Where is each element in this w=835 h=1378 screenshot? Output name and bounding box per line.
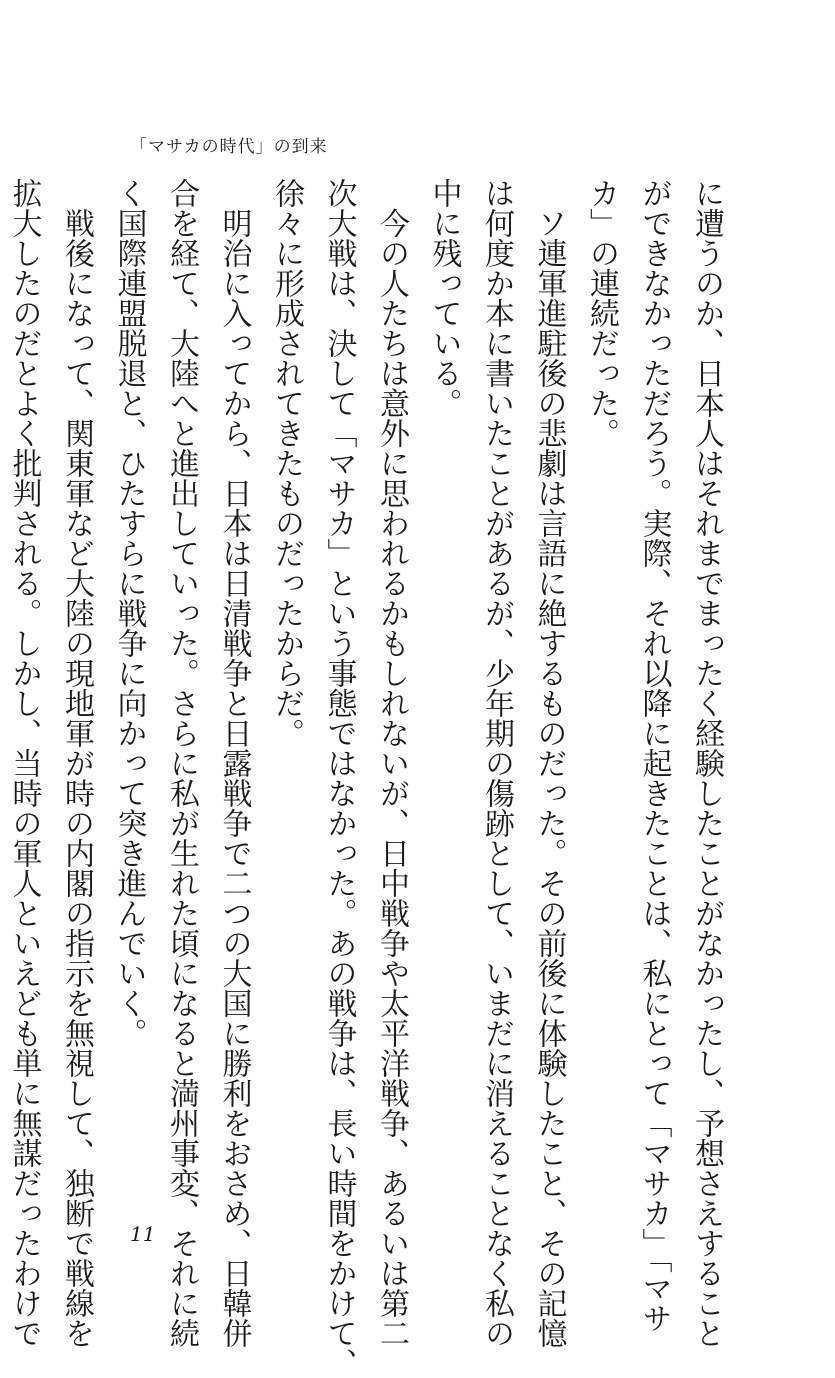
text-column-8: 次大戦は、決して「マサカ」という事態ではなかった。あの戦争は、長い時間をかけて、 <box>321 178 357 1378</box>
page-number: 11 <box>130 1222 156 1246</box>
text-column-1: に遭うのか、日本人はそれまでまったく経験したことがなかったし、予想さえすること <box>689 178 724 1348</box>
text-column-12: く国際連盟脱退と、ひたすらに戦争に向かって突き進んでいく。 <box>111 178 147 1048</box>
text-column-2: ができなかっただろう。実際、それ以降に起きたことは、私にとって「マサカ」「マサ <box>636 178 672 1333</box>
text-column-6: 中に残っている。 <box>426 178 462 418</box>
running-head: 「マサカの時代」の到来 <box>130 137 328 157</box>
text-column-11: 合を経て、大陸へと進出していった。さらに私が生れた頃になると満州事変、それに続 <box>164 178 199 1348</box>
text-column-13: 戦後になって、関東軍など大陸の現地軍が時の内閣の指示を無視して、独断で戦線を <box>59 178 94 1348</box>
text-column-7: 今の人たちは意外に思われるかもしれないが、日中戦争や太平洋戦争、あるいは第二 <box>374 178 409 1348</box>
text-column-9: 徐々に形成されてきたものだったからだ。 <box>269 178 304 748</box>
text-column-4: ソ連軍進駐後の悲劇は言語に絶するものだった。その前後に体験したこと、その記憶 <box>531 178 567 1348</box>
text-column-10: 明治に入ってから、日本は日清戦争と日露戦争で二つの大国に勝利をおさめ、日韓併 <box>216 178 252 1348</box>
text-column-5: は何度か本に書いたことがあるが、少年期の傷跡として、いまだに消えることなく私の <box>479 178 514 1348</box>
text-column-3: カ」の連続だった。 <box>584 178 619 448</box>
text-column-14: 拡大したのだとよく批判される。しかし、当時の軍人といえども単に無謀だったわけで <box>6 178 42 1348</box>
